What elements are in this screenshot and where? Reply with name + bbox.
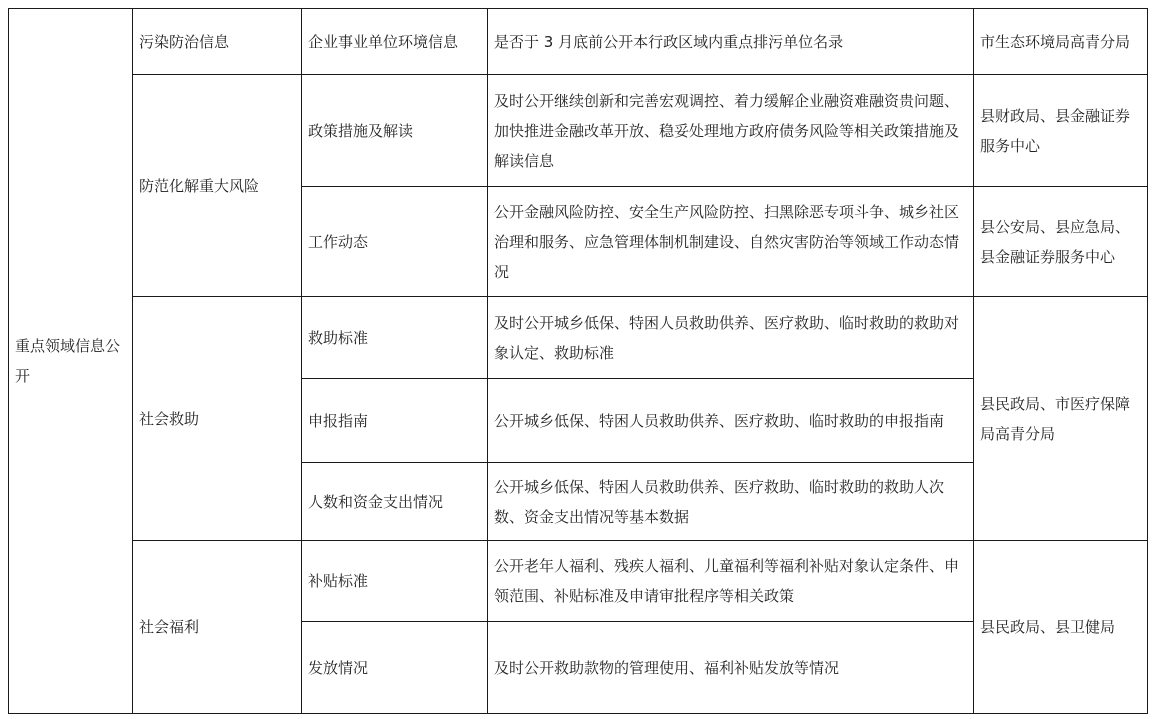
table-row: [9, 75, 1148, 187]
item-cell: 救助标准: [302, 297, 488, 379]
category-cell: 防范化解重大风险: [133, 75, 302, 297]
content-cell: 公开金融风险防控、安全生产风险防控、扫黑除恶专项斗争、城乡社区治理和服务、应急管理体制机制建设、自然灾害防治等领域工作动态情况: [488, 187, 974, 297]
unit-cell: 县民政局、县卫健局: [974, 541, 1148, 714]
content-cell: 是否于 3 月底前公开本行政区域内重点排污单位名录: [488, 9, 974, 75]
unit-cell: 市生态环境局高青分局: [974, 9, 1148, 75]
unit-cell: 县民政局、市医疗保障局高青分局: [974, 297, 1148, 541]
content-cell: 及时公开救助款物的管理使用、福利补贴发放等情况: [488, 622, 974, 714]
unit-cell: 县财政局、县金融证券服务中心: [974, 75, 1148, 187]
content-cell: 及时公开城乡低保、特困人员救助供养、医疗救助、临时救助的救助对象认定、救助标准: [488, 297, 974, 379]
item-cell: 人数和资金支出情况: [302, 463, 488, 541]
table-row: [9, 9, 1148, 75]
item-cell: 发放情况: [302, 622, 488, 714]
item-cell: 政策措施及解读: [302, 75, 488, 187]
disclosure-table: [8, 8, 1148, 714]
table-row: [9, 541, 1148, 622]
item-cell: 补贴标准: [302, 541, 488, 622]
category-cell: 社会救助: [133, 297, 302, 541]
item-cell: 工作动态: [302, 187, 488, 297]
table-row: [9, 297, 1148, 379]
area-cell: 重点领域信息公开: [9, 9, 133, 714]
category-cell: 社会福利: [133, 541, 302, 714]
content-cell: 公开城乡低保、特困人员救助供养、医疗救助、临时救助的申报指南: [488, 379, 974, 463]
content-cell: 公开老年人福利、残疾人福利、儿童福利等福利补贴对象认定条件、申领范围、补贴标准及申请审批程序等相关政策: [488, 541, 974, 622]
category-cell: 污染防治信息: [133, 9, 302, 75]
content-cell: 及时公开继续创新和完善宏观调控、着力缓解企业融资难融资贵问题、加快推进金融改革开放、稳妥处理地方政府债务风险等相关政策措施及解读信息: [488, 75, 974, 187]
unit-cell: 县公安局、县应急局、县金融证券服务中心: [974, 187, 1148, 297]
item-cell: 企业事业单位环境信息: [302, 9, 488, 75]
item-cell: 申报指南: [302, 379, 488, 463]
content-cell: 公开城乡低保、特困人员救助供养、医疗救助、临时救助的救助人次数、资金支出情况等基本数据: [488, 463, 974, 541]
